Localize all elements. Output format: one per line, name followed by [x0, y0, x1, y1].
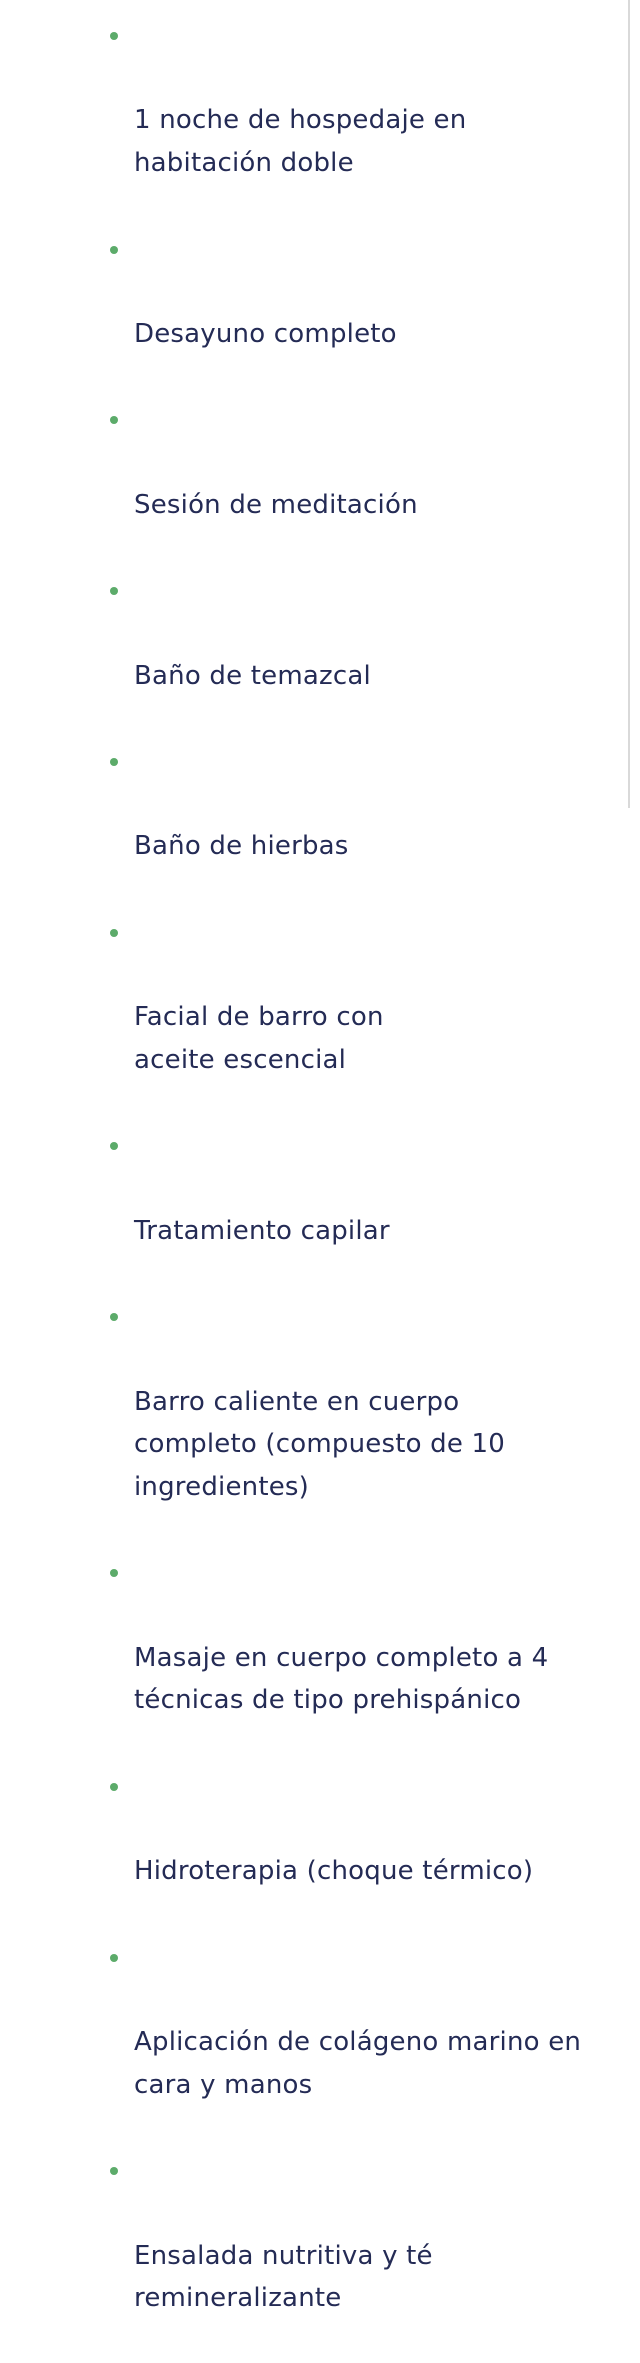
list-item [0, 740, 600, 911]
list-item-text: Aplicación de colágeno marino en cara y manos [134, 2027, 582, 2100]
list-item-text: Tratamiento capilar [134, 1215, 390, 1246]
bullet-dot-icon [110, 758, 118, 766]
package-includes-list [0, 14, 600, 2363]
list-item [0, 398, 600, 569]
list-item [0, 1551, 600, 1765]
bullet-dot-icon [110, 1313, 118, 1321]
list-item-text: Baño de hierbas [134, 831, 349, 862]
list-item-text: Baño de temazcal [134, 660, 371, 691]
list-item [0, 2149, 600, 2363]
list-item-text: Barro caliente en cuerpo completo (compuesto de 10 ingredientes) [134, 1386, 506, 1502]
list-item-text: Hidroterapia (choque térmico) [134, 1856, 534, 1887]
list-item-text: Sesión de meditación [134, 489, 418, 520]
list-item [0, 911, 600, 1125]
list-item-text: Masaje en cuerpo completo a 4 técnicas de tipo prehispánico [134, 1642, 549, 1716]
bullet-dot-icon [110, 587, 118, 595]
list-item-text: Desayuno completo [134, 318, 397, 349]
bullet-dot-icon [110, 32, 118, 40]
list-item [0, 14, 600, 228]
bullet-dot-icon [110, 246, 118, 254]
page-edge-divider [628, 0, 630, 808]
bullet-dot-icon [110, 2167, 118, 2175]
bullet-dot-icon [110, 1569, 118, 1577]
list-item-text: Ensalada nutritiva y té remineralizante [134, 2240, 433, 2314]
bullet-dot-icon [110, 416, 118, 424]
list-item [0, 228, 600, 399]
bullet-dot-icon [110, 929, 118, 937]
bullet-dot-icon [110, 1954, 118, 1962]
list-item-text: 1 noche de hospedaje en habitación doble [134, 105, 467, 179]
bullet-dot-icon [110, 1142, 118, 1150]
list-item [0, 1936, 600, 2150]
bullet-dot-icon [110, 1783, 118, 1791]
list-item-text: Facial de barro con aceite escencial [134, 1002, 384, 1075]
list-item [0, 1124, 600, 1295]
list-item [0, 1295, 600, 1551]
list-item [0, 569, 600, 740]
list-item [0, 1765, 600, 1936]
